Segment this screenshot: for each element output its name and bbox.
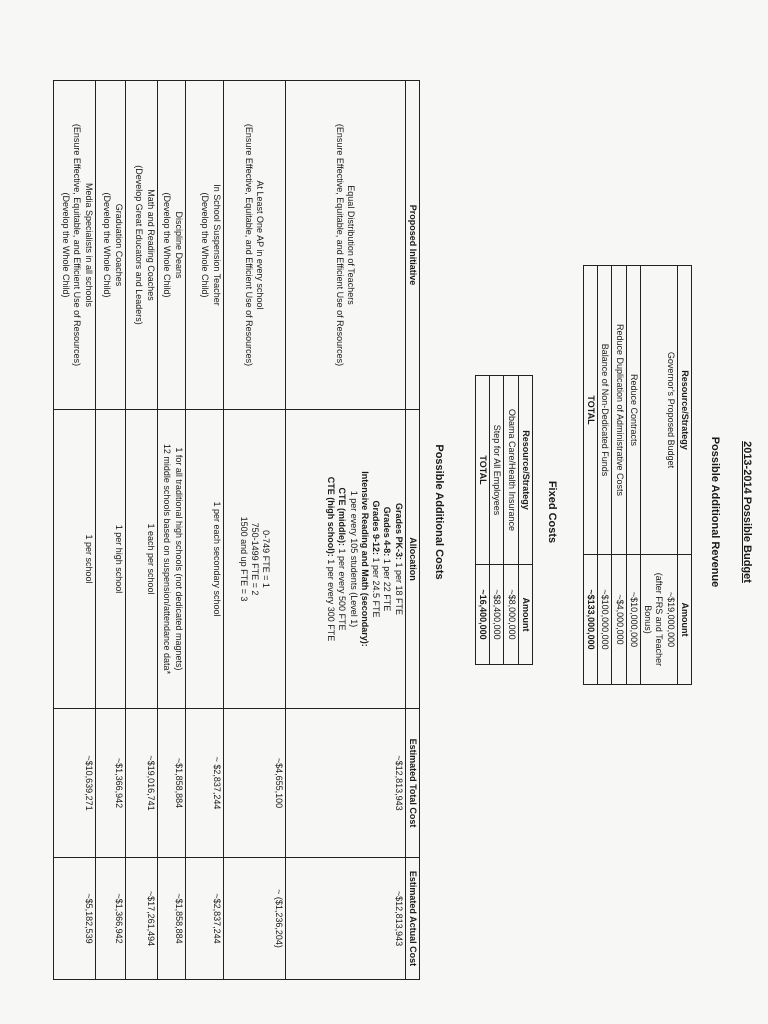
costs-table [53,80,420,980]
estimated-actual-cost: ~$5,182,539 [53,858,95,980]
fixed-resource: Step for All Employees [490,376,504,565]
revenue-total-label: TOTAL [584,266,598,555]
initiative-cell: Discipline Deans (Develop the Whole Child) [157,81,185,410]
revenue-amount: ~$10,000,000 [626,555,640,685]
costs-heading: Possible Additional Costs [433,444,445,580]
fixed-amount: ~$8,000,000 [504,565,518,665]
allocation-cell: 0-749 FTE = 1 750-1499 FTE = 2 1500 and up FTE = 3 [223,410,285,709]
table-row [598,266,612,685]
initiative-cell: Media Specialists in all schools (Ensure Effective, Equitable, and Efficient Use of Resources) (Develop the Whole Child) [53,81,95,410]
revenue-header-row [677,266,691,685]
fixed-resource: Obama Care/Health Insurance [504,376,518,565]
initiative-cell: Graduation Coaches (Develop the Whole Child) [95,81,125,410]
table-row [157,81,185,980]
costs-header-row [405,81,419,980]
estimated-actual-cost: ~$12,813,943 [285,858,405,980]
estimated-actual-cost: ~$2,837,244 [185,858,223,980]
revenue-resource: Governor’s Proposed Budget [641,266,678,555]
revenue-resource: Balance of Non-Dedicated Funds [598,266,612,555]
estimated-total-cost: ~$19,016,741 [125,709,157,858]
table-row [125,81,157,980]
revenue-amount: ~$4,000,000 [612,555,626,685]
table-row [504,376,518,665]
costs-col-initiative: Proposed Initiative [405,81,419,410]
allocation-cell: 1 per school [53,410,95,709]
revenue-total-amount: ~$133,000,000 [584,555,598,685]
revenue-resource: Reduce Duplication of Administrative Costs [612,266,626,555]
allocation-cell: Grades PK-3: 1 per 18 FTE Grades 4-8: 1 per 22 FTE Grades 9-12: 1 per 24.5 FTE Intensive Reading and Math (secondary): 1 per every 105 students (Level 1) CTE (middle): 1 per every 500 FTE CTE (high school): 1 per every 300 FTE [285,410,405,709]
table-row [185,81,223,980]
initiative-cell: Equal Distribution of Teachers (Ensure Effective, Equitable, and Efficient Use of Resources) [285,81,405,410]
page-title: 2013-2014 Possible Budget [741,441,753,583]
table-row [285,81,405,980]
estimated-actual-cost: ~ ($1,236,204) [223,858,285,980]
estimated-total-cost: ~$10,639,271 [53,709,95,858]
estimated-total-cost: ~$12,813,943 [285,709,405,858]
estimated-total-cost: ~ $2,837,244 [185,709,223,858]
table-row [223,81,285,980]
table-row [490,376,504,665]
revenue-heading: Possible Additional Revenue [709,436,721,588]
costs-col-actual: Estimated Actual Cost [405,858,419,980]
fixed-total-amount: ~16,400,000 [476,565,490,665]
table-row [626,266,640,685]
fixed-heading: Fixed Costs [546,480,558,544]
allocation-cell: 1 for all traditional high schools (not dedicated magnets) 12 middle schools based on suspension/attendance data* [157,410,185,709]
allocation-cell: 1 per each secondary school [185,410,223,709]
table-row [53,81,95,980]
table-row [612,266,626,685]
allocation-cell: 1 per high school [95,410,125,709]
initiative-cell: In School Suspension Teacher (Develop the Whole Child) [185,81,223,410]
table-row [584,266,598,685]
fixed-col-resource: Resource/Strategy [518,376,532,565]
estimated-actual-cost: ~$17,261,494 [125,858,157,980]
costs-col-allocation: Allocation [405,410,419,709]
table-row [641,266,678,685]
allocation-cell: 1 each per school [125,410,157,709]
revenue-amount: ~$100,000,000 [598,555,612,685]
revenue-resource: Reduce Contracts [626,266,640,555]
costs-col-total: Estimated Total Cost [405,709,419,858]
initiative-cell: At Least One AP in every school (Ensure Effective, Equitable, and Efficient Use of Resources) [223,81,285,410]
fixed-header-row [518,376,532,665]
fixed-table [475,375,533,665]
fixed-total-label: TOTAL [476,376,490,565]
estimated-total-cost: ~$1,858,884 [157,709,185,858]
estimated-total-cost: ~$1,366,942 [95,709,125,858]
estimated-actual-cost: ~$1,858,884 [157,858,185,980]
table-row [95,81,125,980]
revenue-amount: ~$19,000,000 (after FRS and Teacher Bonus) [641,555,678,685]
revenue-col-resource: Resource/Strategy [677,266,691,555]
initiative-cell: Math and Reading Coaches (Develop Great Educators and Leaders) [125,81,157,410]
revenue-col-amount: Amount [677,555,691,685]
estimated-total-cost: ~$4,655,100 [223,709,285,858]
fixed-amount: ~$8,400,000 [490,565,504,665]
revenue-table [583,265,692,685]
estimated-actual-cost: ~$1,366,942 [95,858,125,980]
table-row [476,376,490,665]
fixed-col-amount: Amount [518,565,532,665]
